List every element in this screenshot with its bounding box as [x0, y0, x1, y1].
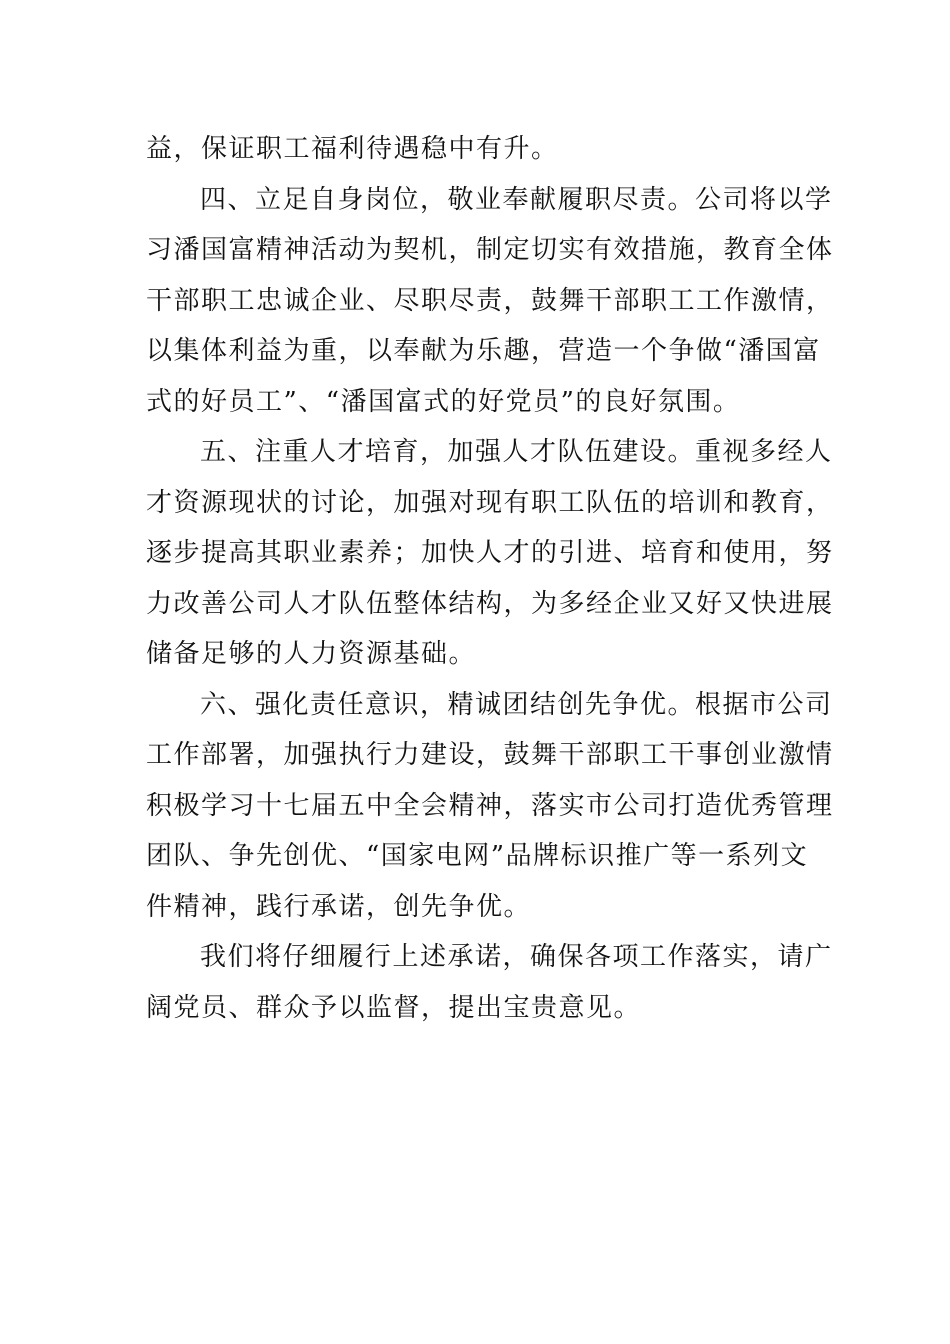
paragraph-five-heading-line: 五、注重人才培育，加强人才队伍建设。重视多经人: [200, 437, 833, 467]
text-line: 逐步提高其职业素养；加快人才的引进、培育和使用，努: [146, 538, 834, 568]
paragraph-four-heading-line: 四、立足自身岗位，敬业奉献履职尽责。公司将以学: [200, 184, 833, 215]
text-line: 才资源现状的讨论，加强对现有职工队伍的培训和教育，: [146, 487, 834, 518]
text-line: 力改善公司人才队伍整体结构，为多经企业又好又快进展: [146, 588, 834, 619]
closing-paragraph-line: 我们将仔细履行上述承诺，确保各项工作落实，请广: [200, 942, 833, 972]
text-line: 习潘国富精神活动为契机，制定切实有效措施，教育全体: [146, 235, 834, 265]
text-line: 阔党员、群众予以监督，提出宝贵意见。: [146, 992, 642, 1023]
text-line: 干部职工忠诚企业、尽职尽责，鼓舞干部职工工作激情，: [146, 285, 834, 316]
text-line: 团队、争先创优、“国家电网”品牌标识推广等一系列文: [146, 841, 809, 871]
text-line: 件精神，践行承诺，创先争优。: [146, 891, 532, 922]
text-line: 储备足够的人力资源基础。: [146, 639, 477, 669]
text-line: 式的好员工”、“潘国富式的好党员”的良好氛围。: [146, 386, 741, 417]
paragraph-six-heading-line: 六、强化责任意识，精诚团结创先争优。根据市公司: [200, 689, 833, 720]
text-line: 以集体利益为重，以奉献为乐趣，营造一个争做“潘国富: [146, 336, 821, 366]
document-body: [146, 124, 834, 1033]
text-line: 工作部署，加强执行力建设，鼓舞干部职工干事创业激情: [146, 740, 834, 770]
text-line: 积极学习十七届五中全会精神，落实市公司打造优秀管理: [146, 790, 834, 821]
text-line: 益，保证职工福利待遇稳中有升。: [146, 134, 559, 164]
